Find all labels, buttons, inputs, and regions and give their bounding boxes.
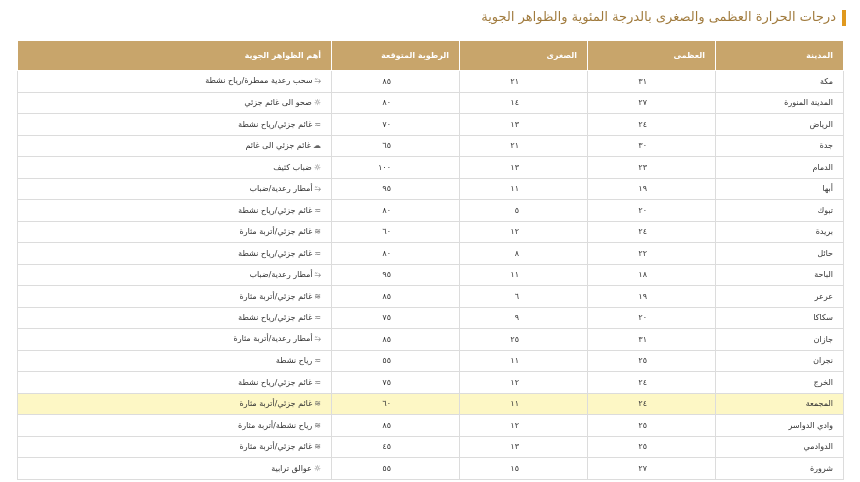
cell-humidity: ٧٥	[332, 372, 460, 394]
cell-min: ٥	[460, 200, 588, 222]
cell-city: نجران	[716, 350, 844, 372]
phenomena-text: أمطار رعدية/أتربة مثارة	[233, 334, 313, 344]
cell-phenomena	[18, 415, 332, 437]
cell-phenomena	[18, 264, 332, 286]
phenomena-text: غائم جزئي/رياح نشطة	[238, 313, 313, 323]
wind-icon: ≂	[314, 119, 321, 129]
cell-max: ٢٧	[588, 92, 716, 114]
cell-min: ١٤	[460, 92, 588, 114]
cell-max: ٢٧	[588, 458, 716, 480]
cell-humidity: ٤٥	[332, 436, 460, 458]
table-row	[18, 135, 844, 157]
cell-city: جدة	[716, 135, 844, 157]
cell-humidity: ٩٥	[332, 264, 460, 286]
cell-max: ٢٥	[588, 436, 716, 458]
rain-wind-icon: ⥲	[314, 76, 321, 86]
cell-city: جازان	[716, 329, 844, 351]
rain-wind-icon: ⥲	[314, 183, 321, 193]
cell-humidity: ٨٥	[332, 71, 460, 93]
cell-humidity: ٨٠	[332, 92, 460, 114]
dust-icon: ≋	[314, 227, 321, 237]
cell-humidity: ٨٥	[332, 329, 460, 351]
table-row	[18, 436, 844, 458]
table-body	[18, 71, 844, 480]
cell-max: ١٨	[588, 264, 716, 286]
cell-city: الدوادمي	[716, 436, 844, 458]
table-row	[18, 157, 844, 179]
phenomena-text: صحو الى غائم جزئي	[244, 98, 312, 108]
phenomena-text: رياح نشطة/أتربة مثارة	[238, 420, 313, 430]
header-max[interactable]: العظمى	[588, 41, 716, 71]
phenomena-text: ضباب كثيف	[273, 162, 312, 172]
cell-humidity: ٨٥	[332, 286, 460, 308]
cell-max: ١٩	[588, 286, 716, 308]
cell-city: بريدة	[716, 221, 844, 243]
cell-phenomena	[18, 286, 332, 308]
cell-max: ١٩	[588, 178, 716, 200]
cell-city: الباحة	[716, 264, 844, 286]
cell-city: أبها	[716, 178, 844, 200]
cell-phenomena	[18, 350, 332, 372]
header-phenomena[interactable]: أهم الظواهر الجوية	[18, 41, 332, 71]
phenomena-text: غائم جزئي/أتربة مثارة	[239, 399, 313, 409]
cell-max: ٢٥	[588, 415, 716, 437]
cell-city: شرورة	[716, 458, 844, 480]
cell-humidity: ٧٥	[332, 307, 460, 329]
cell-max: ٢٥	[588, 350, 716, 372]
cell-min: ٨	[460, 243, 588, 265]
cell-phenomena	[18, 178, 332, 200]
cell-phenomena	[18, 157, 332, 179]
cell-humidity: ٥٥	[332, 350, 460, 372]
phenomena-text: غائم جزئي/أتربة مثارة	[239, 291, 313, 301]
cell-max: ٢٣	[588, 157, 716, 179]
table-row	[18, 243, 844, 265]
cell-city: حائل	[716, 243, 844, 265]
cell-phenomena	[18, 92, 332, 114]
phenomena-text: غائم جزئي/رياح نشطة	[238, 119, 313, 129]
dust-icon: ≋	[314, 291, 321, 301]
table-row	[18, 200, 844, 222]
table-row	[18, 114, 844, 136]
cell-min: ٦	[460, 286, 588, 308]
cell-min: ٩	[460, 307, 588, 329]
cell-phenomena	[18, 329, 332, 351]
cell-min: ١١	[460, 264, 588, 286]
table-row	[18, 393, 844, 415]
table-row	[18, 329, 844, 351]
cell-min: ٢١	[460, 71, 588, 93]
table-row	[18, 71, 844, 93]
cell-min: ١٣	[460, 114, 588, 136]
cell-min: ٢١	[460, 135, 588, 157]
page-title: درجات الحرارة العظمى والصغرى بالدرجة المئوية والظواهر الجوية	[481, 10, 846, 26]
cell-max: ٢٠	[588, 200, 716, 222]
cell-city: تبوك	[716, 200, 844, 222]
phenomena-text: عوالق ترابية	[271, 463, 312, 473]
cell-humidity: ١٠٠	[332, 157, 460, 179]
rain-wind-icon: ⥲	[314, 334, 321, 344]
phenomena-text: غائم جزئي/أتربة مثارة	[239, 442, 313, 452]
cell-phenomena	[18, 307, 332, 329]
cell-city: المدينة المنورة	[716, 92, 844, 114]
fog-icon: ☼	[313, 162, 321, 172]
cell-city: المجمعة	[716, 393, 844, 415]
cell-humidity: ٨٠	[332, 200, 460, 222]
phenomena-text: أمطار رعدية/ضباب	[249, 269, 313, 279]
header-humidity[interactable]: الرطوبة المتوقعة	[332, 41, 460, 71]
cell-max: ٢٤	[588, 221, 716, 243]
dust-icon: ≋	[314, 442, 321, 452]
cell-city: الخرج	[716, 372, 844, 394]
wind-icon: ≂	[314, 356, 321, 366]
cell-max: ٢٢	[588, 243, 716, 265]
cell-min: ١٣	[460, 157, 588, 179]
cell-city: سكاكا	[716, 307, 844, 329]
cell-min: ١١	[460, 393, 588, 415]
cell-min: ١١	[460, 350, 588, 372]
table-row	[18, 221, 844, 243]
phenomena-text: غائم جزئي الى غائم	[245, 141, 311, 151]
cell-humidity: ٧٠	[332, 114, 460, 136]
cell-max: ٢٤	[588, 393, 716, 415]
cell-phenomena	[18, 372, 332, 394]
sun-icon: ☼	[313, 98, 321, 108]
cell-phenomena	[18, 436, 332, 458]
dust-icon: ≋	[314, 420, 321, 430]
wind-icon: ≂	[314, 313, 321, 323]
cell-max: ٢٠	[588, 307, 716, 329]
cell-min: ١٣	[460, 436, 588, 458]
phenomena-text: غائم جزئي/رياح نشطة	[238, 248, 313, 258]
cell-phenomena	[18, 221, 332, 243]
cell-min: ١٢	[460, 372, 588, 394]
cloud-icon: ☁	[313, 141, 321, 151]
table-row	[18, 264, 844, 286]
cell-city: الدمام	[716, 157, 844, 179]
cell-phenomena	[18, 243, 332, 265]
table-row	[18, 458, 844, 480]
table-row	[18, 372, 844, 394]
phenomena-text: أمطار رعدية/ضباب	[249, 183, 313, 193]
phenomena-text: غائم جزئي/رياح نشطة	[238, 377, 313, 387]
table-header-row	[18, 41, 844, 71]
cell-humidity: ٦٥	[332, 135, 460, 157]
cell-city: الرياض	[716, 114, 844, 136]
sun-icon: ☼	[313, 463, 321, 473]
phenomena-text: غائم جزئي/رياح نشطة	[238, 205, 313, 215]
cell-humidity: ٨٠	[332, 243, 460, 265]
phenomena-text: سحب رعدية ممطرة/رياح نشطة	[205, 76, 313, 86]
cell-max: ٢٤	[588, 372, 716, 394]
cell-humidity: ٩٥	[332, 178, 460, 200]
table-row	[18, 415, 844, 437]
cell-humidity: ٦٠	[332, 221, 460, 243]
cell-phenomena	[18, 458, 332, 480]
table-row	[18, 307, 844, 329]
cell-city: مكة	[716, 71, 844, 93]
cell-phenomena	[18, 200, 332, 222]
header-city[interactable]: المدينة	[716, 41, 844, 71]
phenomena-text: غائم جزئي/أتربة مثارة	[239, 227, 313, 237]
cell-max: ٣١	[588, 71, 716, 93]
cell-min: ٢٥	[460, 329, 588, 351]
cell-max: ٣٠	[588, 135, 716, 157]
cell-min: ١١	[460, 178, 588, 200]
wind-icon: ≂	[314, 248, 321, 258]
cell-min: ١٢	[460, 415, 588, 437]
header-min[interactable]: الصغرى	[460, 41, 588, 71]
wind-icon: ≂	[314, 377, 321, 387]
phenomena-text: رياح نشطة	[275, 356, 313, 366]
cell-phenomena	[18, 114, 332, 136]
cell-phenomena	[18, 71, 332, 93]
cell-humidity: ٦٠	[332, 393, 460, 415]
weather-table	[17, 40, 844, 480]
cell-phenomena	[18, 135, 332, 157]
dust-icon: ≋	[314, 399, 321, 409]
cell-max: ٢٤	[588, 114, 716, 136]
cell-humidity: ٨٥	[332, 415, 460, 437]
rain-wind-icon: ⥲	[314, 269, 321, 279]
cell-city: عرعر	[716, 286, 844, 308]
cell-humidity: ٥٥	[332, 458, 460, 480]
cell-max: ٣١	[588, 329, 716, 351]
table-row	[18, 178, 844, 200]
wind-icon: ≂	[314, 205, 321, 215]
cell-min: ١٢	[460, 221, 588, 243]
table-row	[18, 286, 844, 308]
table-row	[18, 92, 844, 114]
cell-phenomena	[18, 393, 332, 415]
cell-city: وادي الدواسر	[716, 415, 844, 437]
cell-min: ١٥	[460, 458, 588, 480]
table-row	[18, 350, 844, 372]
